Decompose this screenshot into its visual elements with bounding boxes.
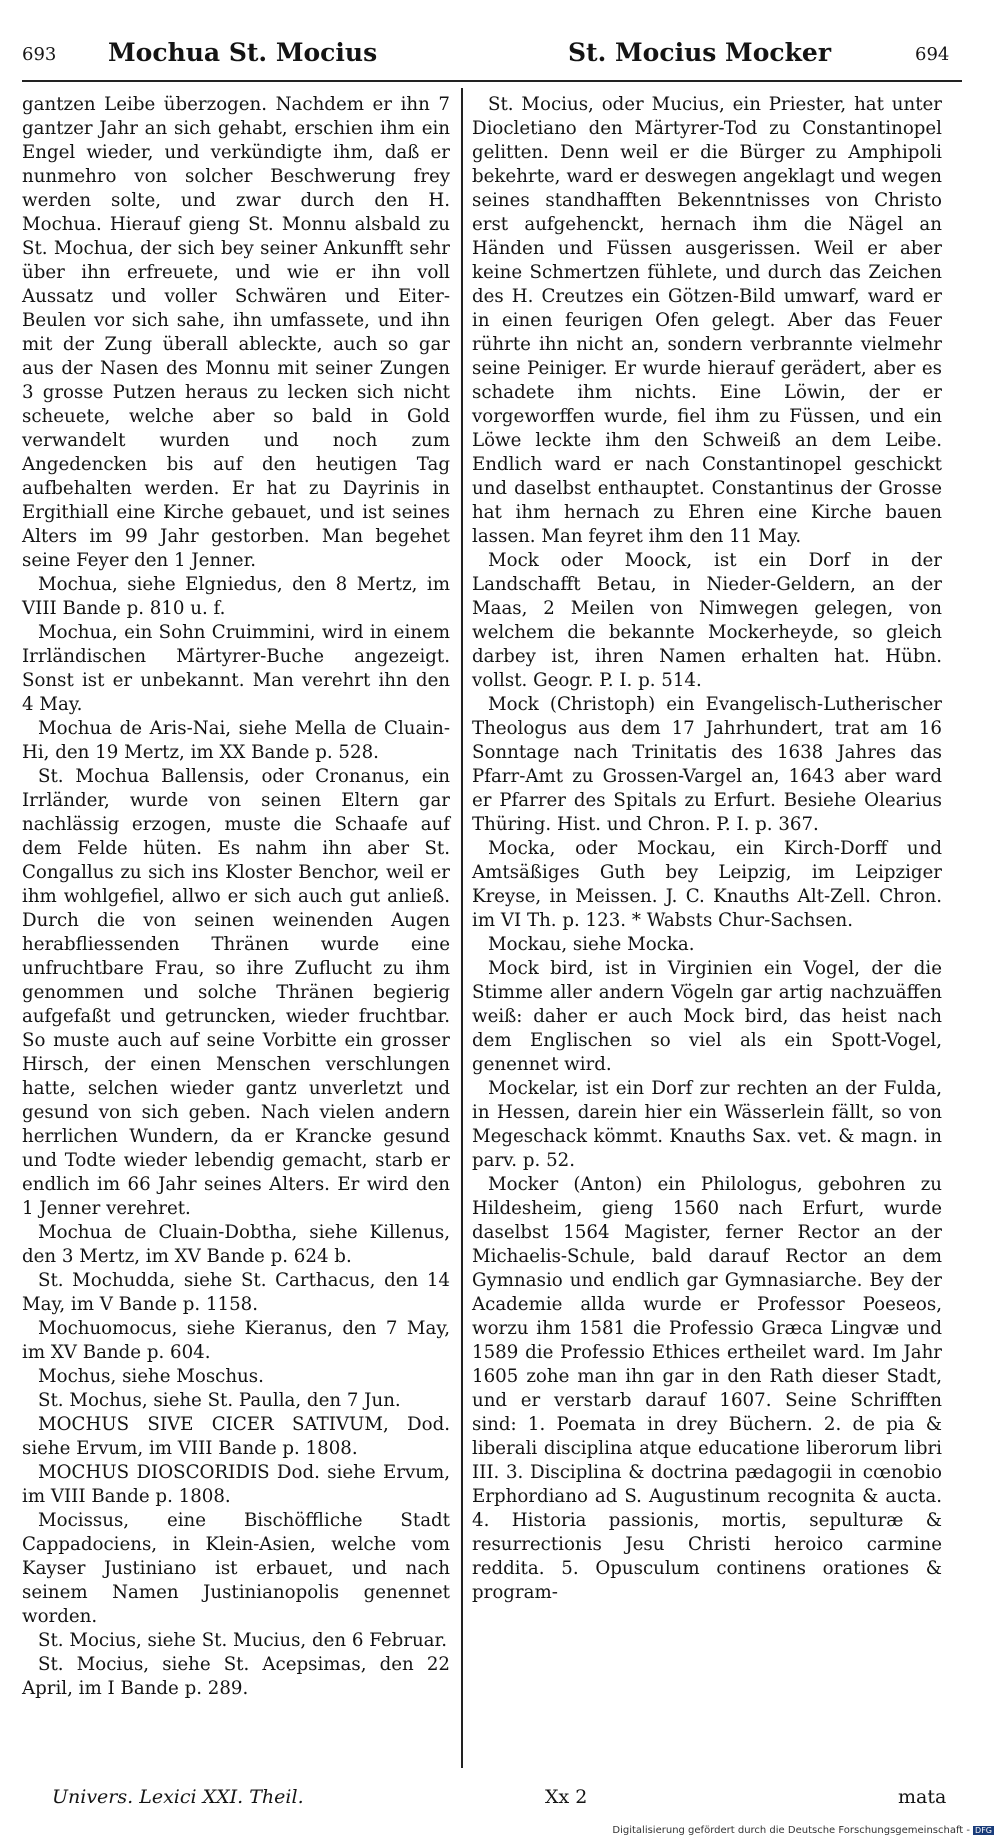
entry-paragraph: Mockelar, ist ein Dorf zur rechten an der Fulda, in Hessen, darein hier ein Wässerlein fällt, so von Megeschack kömmt. Knauths Sax. vet. & magn. in parv. p. 52. <box>472 1078 942 1171</box>
entry-paragraph: Mocker (Anton) ein Philologus, gebohren zu Hildesheim, gieng 1560 nach Erfurt, wurde daselbst 1564 Magister, ferner Rector an der Michaelis-Schule, bald darauf Rector an dem Gymnasio und endlich gar Gymnasiarche. Bey der Academie allda wurde er Professor Poeseos, worzu ihm 1581 die Professio Græca Lingvæ und 1589 die Professio Ethices ertheilet ward. Im Jahr 1605 zohe man ihn gar in den Rath dieser Stadt, und er verstarb darauf 1607. Seine Schrifften sind: 1. Poemata in drey Büchern. 2. de pia & liberali disciplina atque educatione liberorum libri III. 3. Disciplina & doctrina pædagogii in cœnobio Erphordiano ad S. Augustinum recognita & aucta. 4. Historia passionis, mortis, sepulturæ & resurrectionis Jesu Christi heroico carmine reddita. 5. Opusculum continens orationes & program- <box>472 1174 942 1603</box>
page-number-left: 693 <box>22 44 57 65</box>
entry-paragraph: Mochus, siehe Moschus. <box>38 1366 264 1387</box>
entry-paragraph: Mochua de Cluain-Dobtha, siehe Killenus, den 3 Mertz, im XV Bande p. 624 b. <box>22 1222 450 1267</box>
entry-paragraph: gantzen Leibe überzogen. Nachdem er ihn 7 gantzer Jahr an sich gehabt, erschien ihm ein Engel wieder, und verkündigte ihm, daß er nunmehro von solcher Beschwerung frey werden solte, und zwar durch den H. Mochua. Hierauf gieng St. Monnu alsbald zu St. Mochua, der sich bey seiner Ankunfft sehr über ihn erfreuete, und wie er ihn voll Aussatz und voller Schwären und Eiter-Beulen vor sich sahe, ihn umfassete, und ihn mit der Zung überall ableckte, auch so gar aus der Nasen des Monnu mit seiner Zungen 3 grosse Putzen heraus zu lecken sich nicht scheuete, welche aber so bald in Gold verwandelt wurden und noch zum Angedencken bis auf den heutigen Tag aufbehalten werden. Er hat zu Dayrinis in Ergithiall eine Kirche gebauet, und ist seines Alters im 99 Jahr gestorben. Man begehet seine Feyer den 1 Jenner. <box>22 94 450 571</box>
footer-catchword: mata <box>898 1786 947 1808</box>
entry-paragraph: MOCHUS DIOSCORIDIS Dod. siehe Ervum, im VIII Bande p. 1808. <box>22 1462 450 1507</box>
column-divider <box>461 88 463 1768</box>
entry-paragraph: St. Mochua Ballensis, oder Cronanus, ein Irrländer, wurde von seinen Eltern gar nachlässig erzogen, muste die Schaafe auf dem Felde hüten. Es nahm ihn aber St. Congallus zu sich ins Kloster Benchor, weil er ihm wohlgefiel, allwo er sich auch gut anließ. Durch die von seinen weinenden Augen herabfliessenden Thränen wurde eine unfruchtbare Frau, so ihre Zuflucht zu ihm genommen und solche Thränen begierig aufgefaßt und getruncken, wieder fruchtbar. So muste auch auf seine Vorbitte ein grosser Hirsch, der einen Menschen verschlungen hatte, selchen wieder gantz unverletzt und gesund von sich geben. Nach vielen andern herrlichen Wundern, da er Krancke gesund und Todte wieder lebendig gemacht, starb er endlich im 66 Jahr seines Alters. Er wird den 1 Jenner verehret. <box>22 766 450 1219</box>
running-title-left: Mochua St. Mocius <box>108 38 378 67</box>
entry-paragraph: St. Mochus, siehe St. Paulla, den 7 Jun. <box>38 1390 401 1411</box>
digitization-credit <box>612 1825 994 1836</box>
entry-paragraph: Mochua, siehe Elgniedus, den 8 Mertz, im VIII Bande p. 810 u. f. <box>22 574 450 619</box>
entry-paragraph: Mock (Christoph) ein Evangelisch-Lutherischer Theologus aus dem 17 Jahrhundert, trat am 16 Sonntage nach Trinitatis des 1638 Jahres das Pfarr-Amt zu Grossen-Vargel an, 1643 aber ward er Pfarrer des Spitals zu Erfurt. Besiehe Olearius Thüring. Hist. und Chron. P. I. p. 367. <box>472 694 942 835</box>
header-rule <box>22 80 962 82</box>
entry-paragraph: St. Mocius, oder Mucius, ein Priester, hat unter Diocletiano den Märtyrer-Tod zu Constantinopel gelitten. Denn weil er die Bürger zu Amphipoli bekehrte, ward er deswegen angeklagt und wegen seines standhafften Bekenntnisses von Christo erst aufgehenckt, hernach ihm die Nägel an Händen und Füssen ausgerissen. Weil er aber keine Schmertzen fühlete, und durch das Zeichen des H. Creutzes ein Götzen-Bild umwarf, ward er in einen feurigen Ofen gelegt. Aber das Feuer rührte ihn nicht an, sondern verbrannte vielmehr seine Peiniger. Er wurde hierauf gerädert, aber es schadete ihm nichts. Eine Löwin, der er vorgeworffen wurde, fiel ihm zu Füssen, und ein Löwe leckte ihm den Schweiß an dem Leibe. Endlich ward er nach Constantinopel geschickt und daselbst enthauptet. Constantinus der Grosse hat ihm hernach zu Ehren eine Kirche bauen lassen. Man feyret ihm den 11 May. <box>472 94 942 547</box>
footer-volume-title: Univers. Lexici XXI. Theil. <box>52 1786 304 1808</box>
entry-paragraph: Mock oder Moock, ist ein Dorf in der Landschafft Betau, in Nieder-Geldern, an der Maas, 2 Meilen von Nimwegen gelegen, von welchem die bekannte Mockerheyde, so gleich darbey ist, ihren Namen erhalten hat. Hübn. vollst. Geogr. P. I. p. 514. <box>472 550 942 691</box>
entry-paragraph: Mochua, ein Sohn Cruimmini, wird in einem Irrländischen Märtyrer-Buche angezeigt. Sonst ist er unbekannt. Man verehrt ihn den 4 May. <box>22 622 450 715</box>
entry-paragraph: Mock bird, ist in Virginien ein Vogel, der die Stimme aller andern Vögeln gar artig nachzuäffen weiß: daher er auch Mock bird, das heist nach dem Englischen so viel als ein Spott-Vogel, genennet wird. <box>472 958 942 1075</box>
entry-paragraph: Mocka, oder Mockau, ein Kirch-Dorff und Amtsäßiges Guth bey Leipzig, im Leipziger Kreyse, in Meissen. J. C. Knauths Alt-Zell. Chron. im VI Th. p. 123. * Wabsts Chur-Sachsen. <box>472 838 942 931</box>
entry-paragraph: Mochuomocus, siehe Kieranus, den 7 May, im XV Bande p. 604. <box>22 1318 450 1363</box>
entry-paragraph: Mochua de Aris-Nai, siehe Mella de Cluain-Hi, den 19 Mertz, im XX Bande p. 528. <box>22 718 450 763</box>
right-column <box>472 93 942 1605</box>
entry-paragraph: Mocissus, eine Bischöffliche Stadt Cappadociens, in Klein-Asien, welche vom Kayser Justiniano ist erbauet, und nach seinem Namen Justinianopolis genennet worden. <box>22 1510 450 1627</box>
entry-paragraph: St. Mocius, siehe St. Acepsimas, den 22 April, im I Bande p. 289. <box>22 1654 450 1699</box>
entry-paragraph: MOCHUS SIVE CICER SATIVUM, Dod. siehe Ervum, im VIII Bande p. 1808. <box>22 1414 450 1459</box>
entry-paragraph: Mockau, siehe Mocka. <box>488 934 695 955</box>
entry-paragraph: St. Mocius, siehe St. Mucius, den 6 Februar. <box>38 1630 447 1651</box>
footer-signature-mark: Xx 2 <box>545 1786 588 1808</box>
page-number-right: 694 <box>915 44 950 65</box>
dfg-logo: DFG <box>975 1826 992 1835</box>
entry-paragraph: St. Mochudda, siehe St. Carthacus, den 14 May, im V Bande p. 1158. <box>22 1270 450 1315</box>
digitization-credit-text: Digitalisierung gefördert durch die Deutsche Forschungsgemeinschaft - <box>612 1825 971 1836</box>
left-column <box>22 93 450 1701</box>
running-title-right: St. Mocius Mocker <box>568 38 832 67</box>
